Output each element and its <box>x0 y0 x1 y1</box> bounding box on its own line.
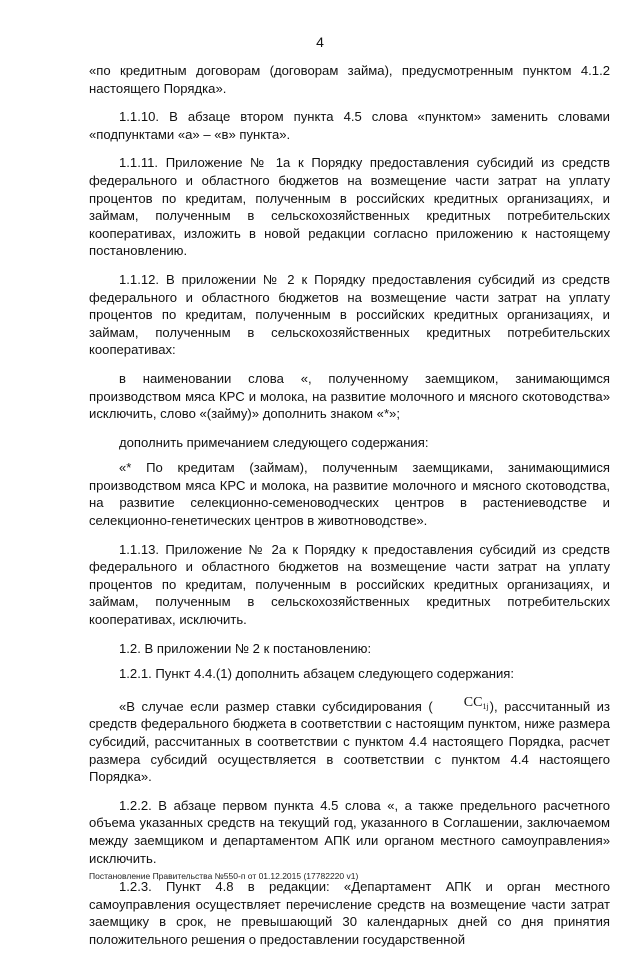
paragraph: дополнить примечанием следующего содержания: <box>119 434 429 450</box>
document-footer: Постановление Правительства №550-п от 01.12.2015 (17782220 v1) <box>89 871 359 881</box>
paragraph: 1.1.11. Приложение № 1а к Порядку предоставления субсидий из средств федерального и областного бюджетов на возмещение части затрат на уплату процентов по кредитам, полученным в российских кредитных организациях, и займам, полученным в сельскохозяйственных кредитных потребительских кооперативах, изложить в новой редакции согласно приложению к настоящему постановлению. <box>89 155 610 259</box>
paragraph: «по кредитным договорам (договорам займа), предусмотренным пунктом 4.1.2 настоящего Порядка». <box>89 63 610 96</box>
subsidy-rate-formula <box>433 694 490 716</box>
page-number: 4 <box>316 34 324 50</box>
paragraph: 1.2.1. Пункт 4.4.(1) дополнить абзацем следующего содержания: <box>119 666 514 682</box>
formula-paragraph <box>89 694 610 786</box>
paragraph: 1.1.10. В абзаце втором пункта 4.5 слова «пунктом» заменить словами «подпунктами «а» – «в» пункта». <box>89 109 610 142</box>
paragraph: в наименовании слова «, полученному заемщиком, занимающимся производством мяса КРС и молока, на развитие молочного и мясного скотоводства» исключить, слово «(займу)» дополнить знаком «*»; <box>89 370 610 422</box>
paragraph: 1.1.13. Приложение № 2а к Порядку к предоставления субсидий из средств федерального и областного бюджетов на возмещение части затрат на уплату процентов по кредитам, полученным в российских кредитных организациях, и займам, полученным в сельскохозяйственных кредитных потребительских кооперативах, исключить. <box>89 541 610 628</box>
paragraph: 1.2.3. Пункт 4.8 в редакции: «Департамент АПК и орган местного самоуправления осуществляет перечисление средств на возмещение части затрат заемщику в срок, не превышающий 30 календарных дней со дня принятия положительного решения о предоставлении государственной <box>89 879 610 947</box>
formula-subscript: 1j <box>482 701 489 711</box>
document-body <box>89 62 610 960</box>
paragraph: 1.1.12. В приложении № 2 к Порядку предоставления субсидий из средств федерального и областного бюджетов на возмещение части затрат на уплату процентов по кредитам, полученным в российских кредитных организациях, и займам, полученным в сельскохозяйственных кредитных потребительских кооперативах: <box>89 271 610 358</box>
formula-main: СС <box>463 694 483 710</box>
formula-paragraph-lead: «В случае если размер ставки субсидирования ( <box>119 698 433 714</box>
paragraph: «* По кредитам (займам), полученным заемщиками, занимающимися производством мяса КРС и молока, на развитие молочного и мясного скотоводства, на развитие селекционно-семеноводческих центров в растениеводстве и селекционно-генетических центров в животноводстве». <box>89 460 610 529</box>
paragraph: 1.2. В приложении № 2 к постановлению: <box>119 640 372 656</box>
paragraph: 1.2.2. В абзаце первом пункта 4.5 слова «, а также предельного расчетного объема указанных средств на текущий год, указанного в Соглашении, заключаемом между заемщиком и департаментом АПК или органом местного самоуправления» исключить. <box>89 797 610 866</box>
formula-paragraph-rest: ), рассчитанный из средств федерального бюджета в соответствии с настоящим пунктом, ниже размера субсидий, рассчитанных в соответствии с пунктом 4.4 настоящего Порядка, расчет размера субсидий осуществляется в соответствии с пунктом 4.4 настоящего Порядка». <box>89 698 610 785</box>
